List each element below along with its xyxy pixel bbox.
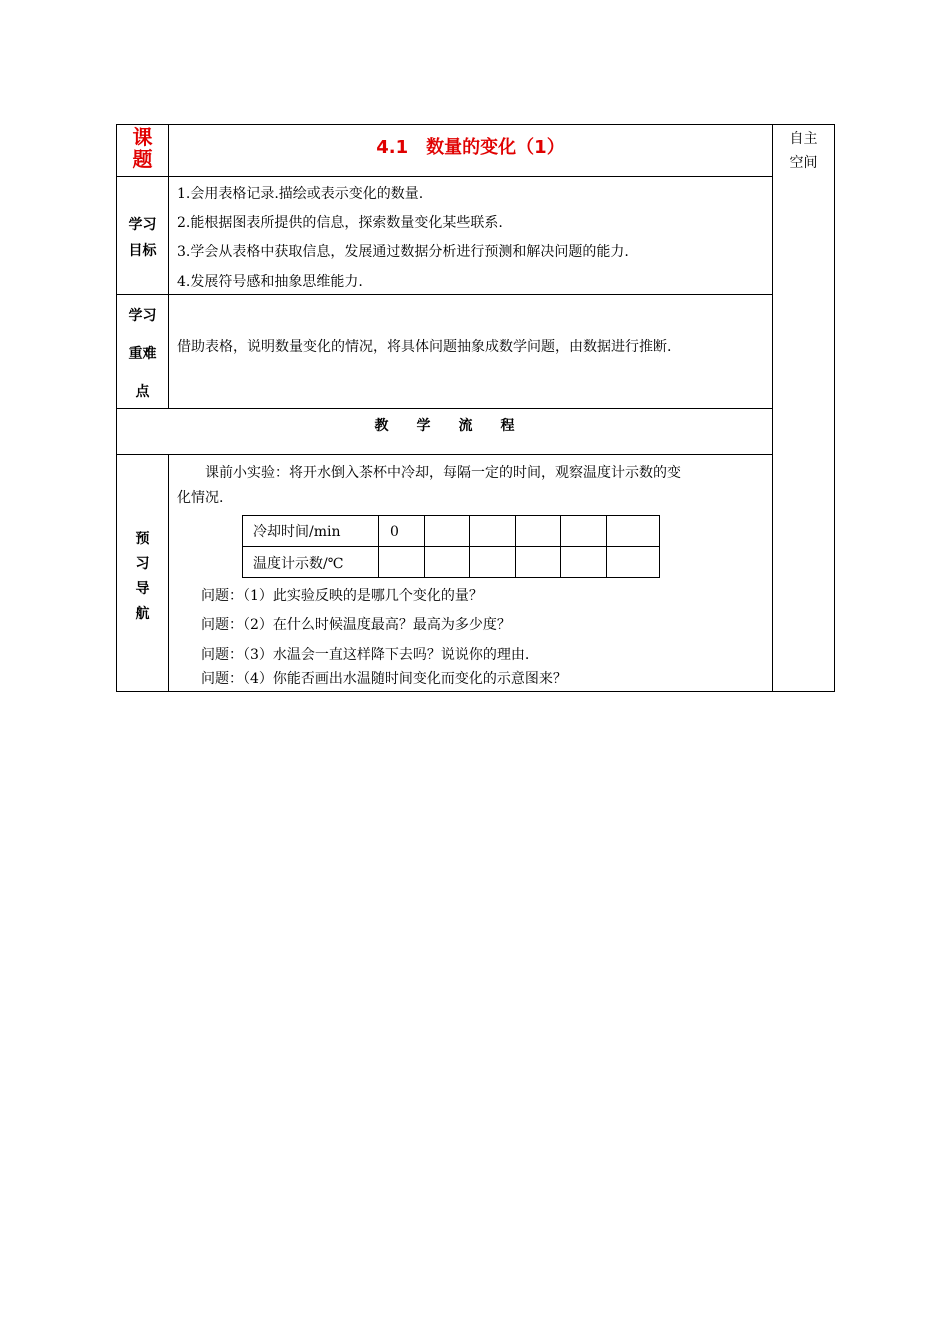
table-cell-temp-label: 温度计示数/℃ [253,556,344,572]
preview-label-char: 导 [135,581,150,597]
topic-label-line2: 题 [132,147,153,171]
self-space-line2: 空间 [789,155,818,171]
table-cell-time-first: 0 [390,524,399,540]
objective-item: 2.能根据图表所提供的信息，探索数量变化某些联系. [177,215,503,231]
preview-label-char: 航 [135,606,150,622]
question-item: 问题：（4）你能否画出水温随时间变化而变化的示意图来？ [201,671,567,687]
preview-intro-line2: 化情况. [177,490,224,506]
flow-heading: 教 学 流 程 [374,418,515,434]
objective-item: 4.发展符号感和抽象思维能力. [177,274,363,290]
objective-item: 3.学会从表格中获取信息，发展通过数据分析进行预测和解决问题的能力. [177,244,629,260]
preview-label [117,527,168,627]
topic-label-line1: 课 [132,125,153,149]
question-item: 问题：（1）此实验反映的是哪几个变化的量？ [201,588,483,604]
preview-label-char: 习 [135,556,150,572]
objectives-label-line2: 目标 [128,243,157,259]
difficulty-label-line2: 重难 [128,346,157,362]
objectives-label [117,212,168,264]
difficulty-label [117,297,168,411]
preview-label-char: 预 [135,531,150,547]
self-space-label [773,127,834,175]
preview-intro-line1: 课前小实验：将开水倒入茶杯中冷却，每隔一定的时间，观察温度计示数的变 [205,465,681,481]
objective-item: 1.会用表格记录.描绘或表示变化的数量. [177,186,424,202]
question-item: 问题：（3）水温会一直这样降下去吗？说说你的理由. [201,647,530,663]
difficulty-text: 借助表格，说明数量变化的情况，将具体问题抽象成数学问题，由数据进行推断. [177,339,672,355]
table-cell-time-label: 冷却时间/min [253,524,341,540]
page-title: 4.1 数量的变化（1） [376,137,565,158]
objectives-label-line1: 学习 [128,217,157,233]
self-space-line1: 自主 [789,131,818,147]
difficulty-label-line3: 点 [135,384,150,400]
difficulty-label-line1: 学习 [128,308,157,324]
topic-label [117,126,168,170]
question-item: 问题：（2）在什么时候温度最高？最高为多少度？ [201,617,511,633]
